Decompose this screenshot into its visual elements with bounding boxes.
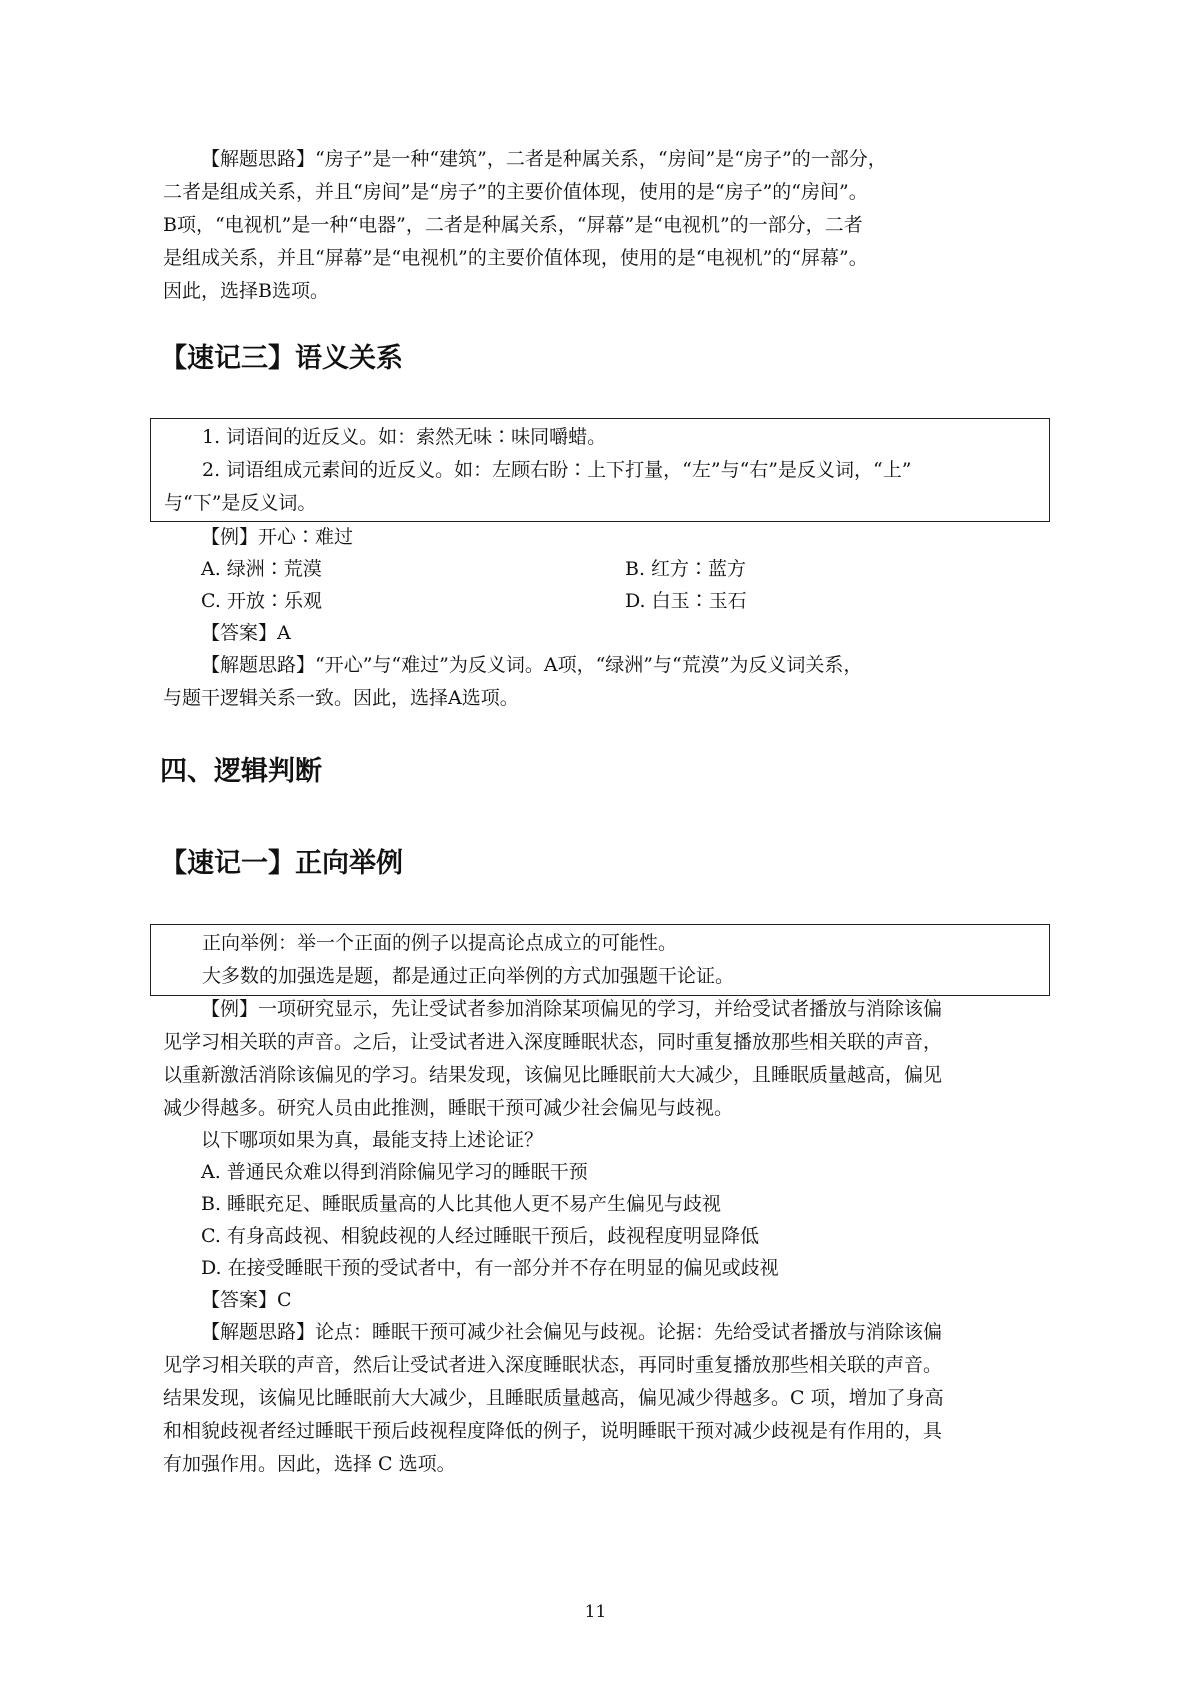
example-question: 以下哪项如果为真，最能支持上述论证？: [201, 1129, 544, 1151]
text-line: 与“下”是反义词。: [164, 492, 317, 514]
option-c: C. 开放∶乐观: [201, 590, 322, 612]
answer: 【答案】A: [201, 622, 291, 644]
page-number: 11: [584, 1602, 607, 1622]
text-line: 有加强作用。因此，选择 C 选项。: [163, 1453, 456, 1475]
text-line: 和相貌歧视者经过睡眠干预后歧视程度降低的例子，说明睡眠干预对减少歧视是有作用的，具: [163, 1420, 943, 1442]
text-line: 正向举例：举一个正面的例子以提高论点成立的可能性。: [202, 932, 678, 954]
text-line: 见学习相关联的声音。之后，让受试者进入深度睡眠状态，同时重复播放那些相关联的声音，: [163, 1031, 943, 1053]
section-heading-logic: 四、逻辑判断: [160, 756, 322, 787]
text-line: 二者是组成关系，并且“房间”是“房子”的主要价值体现，使用的是“房子”的“房间”。: [163, 181, 868, 203]
text-line: 【解题思路】“房子”是一种“建筑”，二者是种属关系，“房间”是“房子”的一部分，: [201, 148, 887, 170]
text-line: 【解题思路】论点：睡眠干预可减少社会偏见与歧视。论据：先给受试者播放与消除该偏: [201, 1321, 943, 1343]
text-line: 结果发现，该偏见比睡眠前大大减少，且睡眠质量越高，偏见减少得越多。C 项，增加了身高: [163, 1387, 944, 1409]
text-line: 减少得越多。研究人员由此推测，睡眠干预可减少社会偏见与歧视。: [163, 1097, 734, 1119]
option-c: C. 有身高歧视、相貌歧视的人经过睡眠干预后，歧视程度明显降低: [201, 1225, 759, 1247]
option-a: A. 绿洲∶荒漠: [201, 558, 322, 580]
text-line: 【解题思路】“开心”与“难过”为反义词。A项，“绿洲”与“荒漠”为反义词关系，: [201, 654, 863, 676]
text-line: B项，“电视机”是一种“电器”，二者是种属关系，“屏幕”是“电视机”的一部分，二者: [163, 214, 863, 236]
text-line: 因此，选择B选项。: [163, 280, 329, 302]
analysis-paragraph-1: [163, 143, 1033, 308]
definition-box-2: [150, 924, 1050, 996]
section-heading-suji3: 【速记三】语义关系: [160, 343, 403, 374]
text-line: 与题干逻辑关系一致。因此，选择A选项。: [163, 687, 519, 709]
analysis-paragraph-3: [163, 1316, 1033, 1481]
example-question: 【例】开心∶难过: [201, 526, 354, 548]
text-line: 以重新激活消除该偏见的学习。结果发现，该偏见比睡眠前大大减少，且睡眠质量越高，偏见: [163, 1064, 943, 1086]
option-d: D. 白玉∶玉石: [625, 590, 747, 612]
text-line: 2. 词语组成元素间的近反义。如：左顾右盼∶上下打量，“左”与“右”是反义词，“上”: [202, 459, 912, 481]
answer: 【答案】C: [201, 1289, 292, 1311]
definition-box-1: [150, 418, 1050, 522]
analysis-paragraph-2: [163, 649, 1033, 715]
text-line: 是组成关系，并且“屏幕”是“电视机”的主要价值体现，使用的是“电视机”的“屏幕”。: [163, 247, 868, 269]
option-b: B. 红方∶蓝方: [625, 558, 747, 580]
text-line: 见学习相关联的声音，然后让受试者进入深度睡眠状态，再同时重复播放那些相关联的声音。: [163, 1354, 943, 1376]
text-line: 1. 词语间的近反义。如：索然无味∶味同嚼蜡。: [202, 426, 607, 448]
section-heading-suji1: 【速记一】正向举例: [160, 848, 403, 879]
example-stem: [163, 993, 1033, 1125]
text-line: 大多数的加强选是题，都是通过正向举例的方式加强题干论证。: [202, 965, 735, 987]
option-a: A. 普通民众难以得到消除偏见学习的睡眠干预: [201, 1161, 588, 1183]
text-line: 【例】一项研究显示，先让受试者参加消除某项偏见的学习，并给受试者播放与消除该偏: [201, 998, 943, 1020]
option-d: D. 在接受睡眠干预的受试者中，有一部分并不存在明显的偏见或歧视: [201, 1257, 779, 1279]
option-b: B. 睡眠充足、睡眠质量高的人比其他人更不易产生偏见与歧视: [201, 1193, 722, 1215]
